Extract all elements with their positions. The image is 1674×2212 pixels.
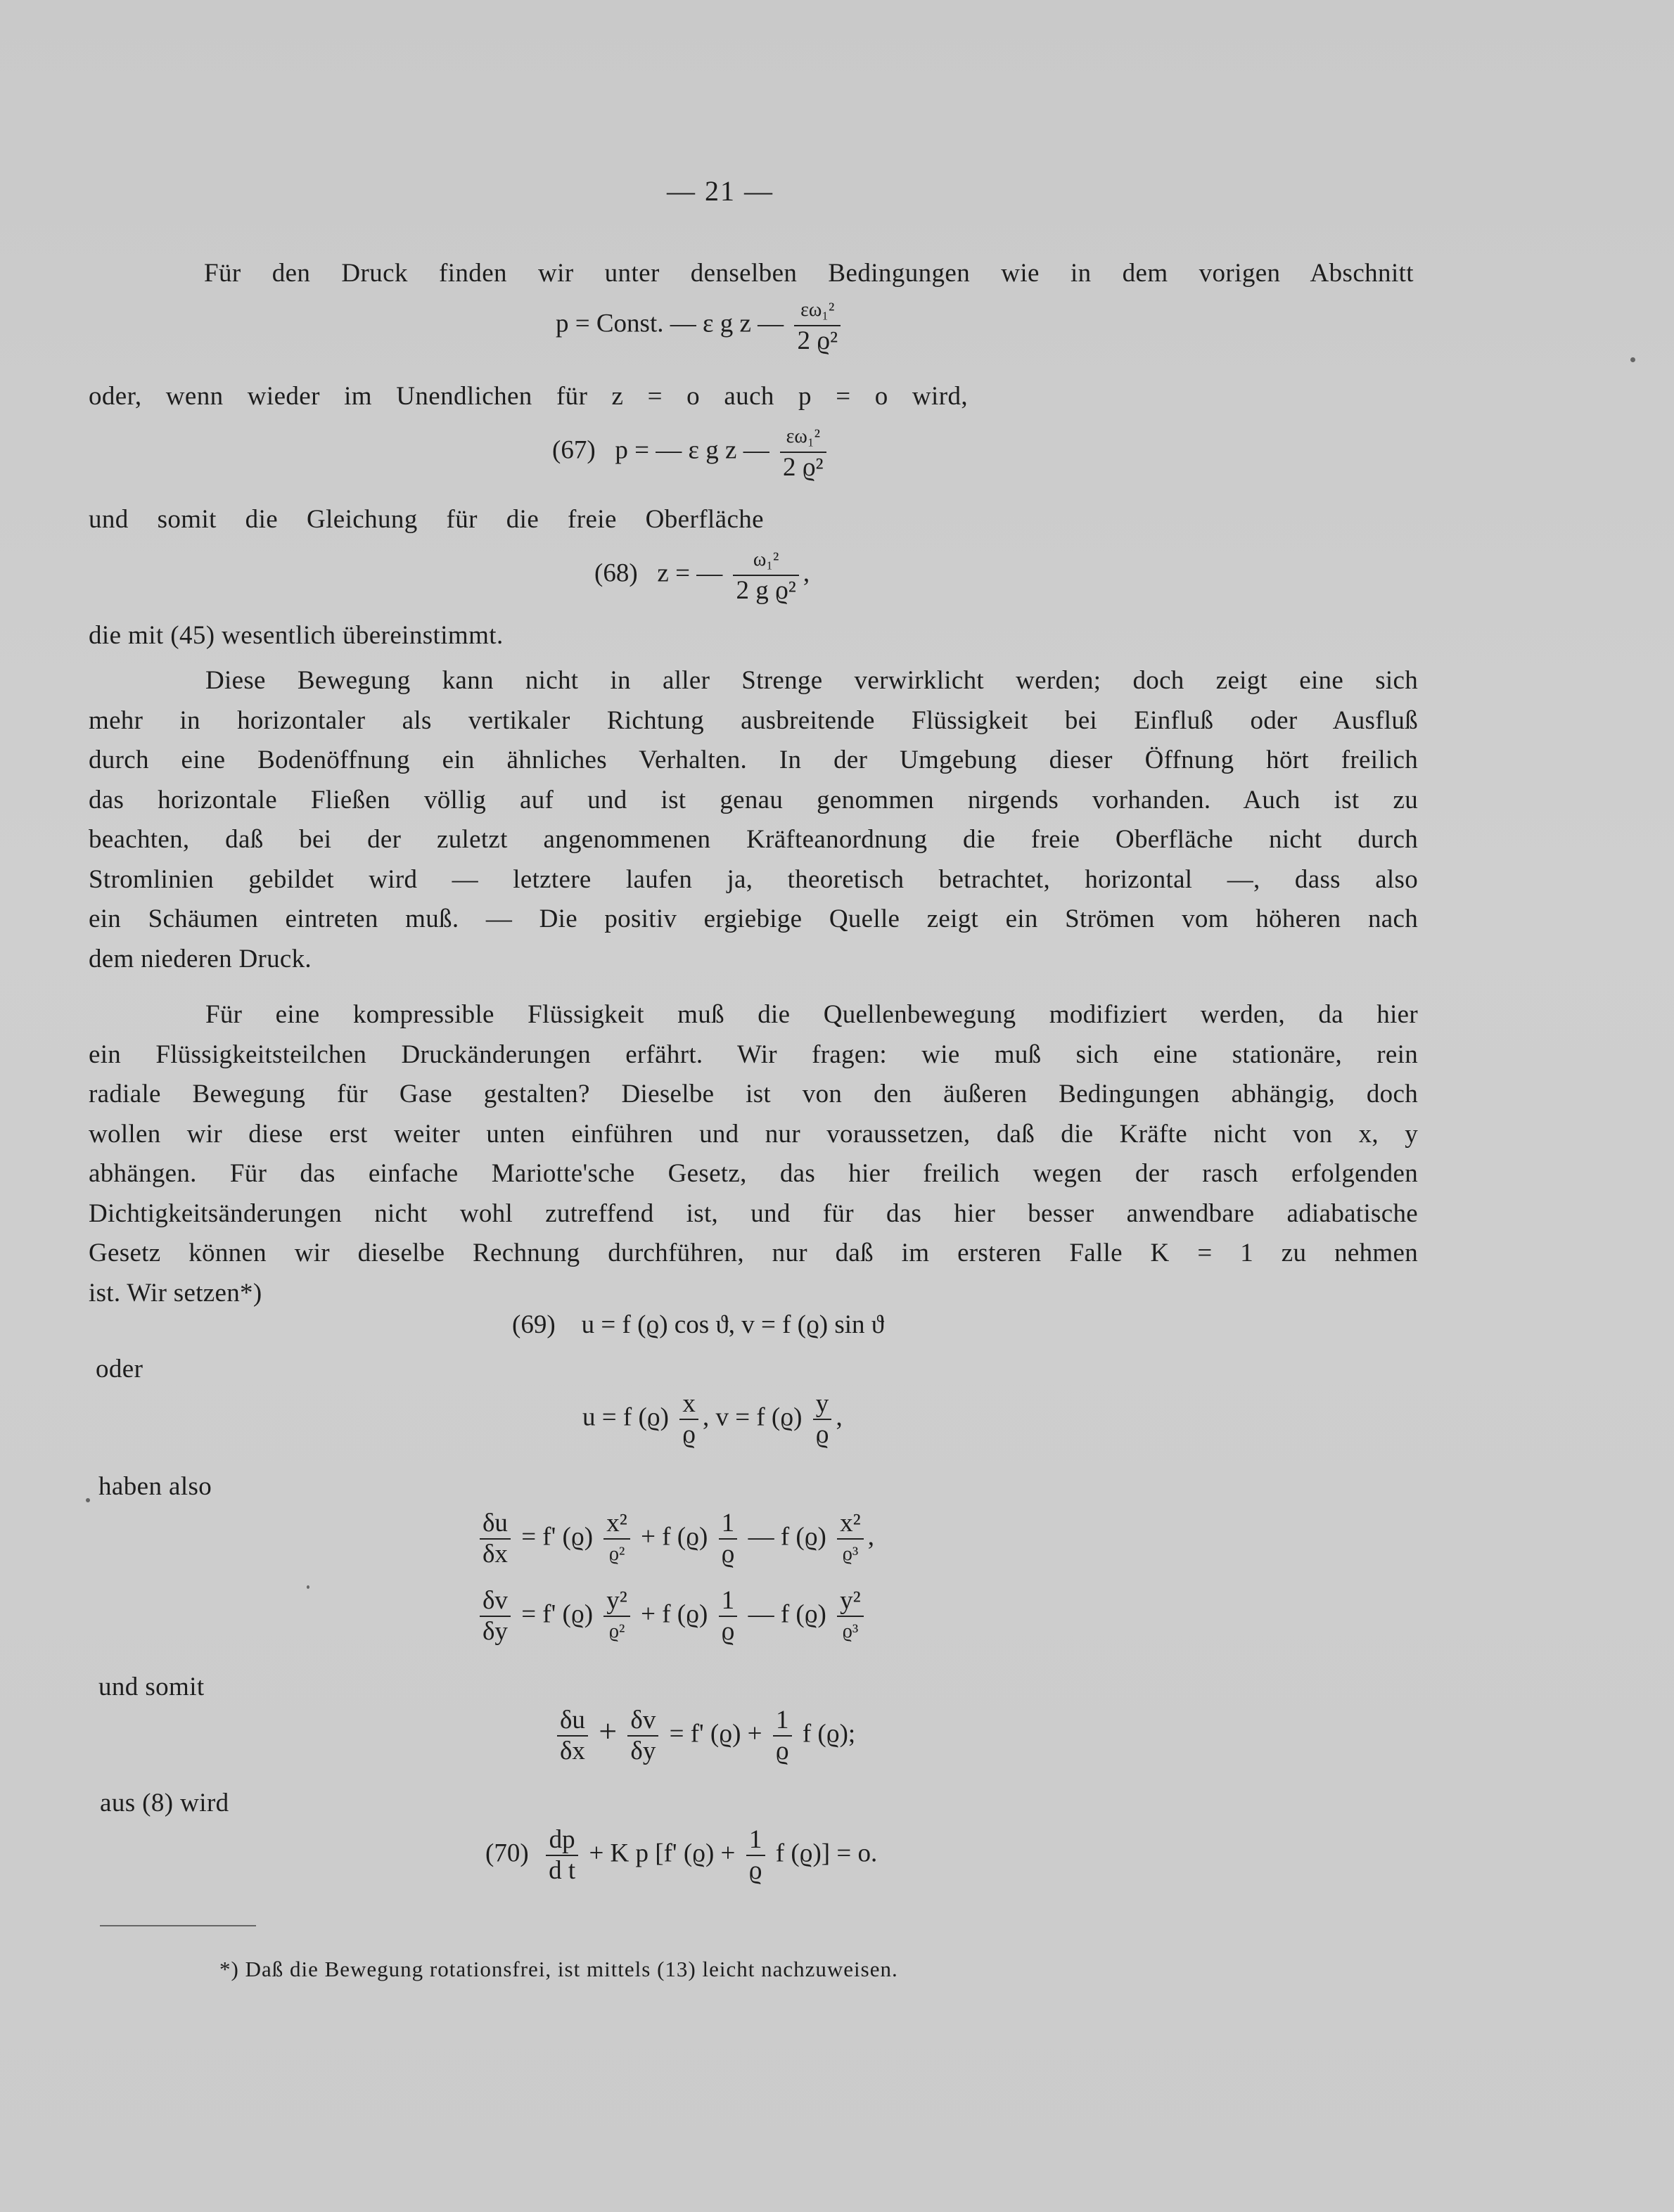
line-oder-wenn: oder, wenn wieder im Unendlichen für z = o auch p = o wird, [89, 382, 968, 411]
equation-du-dx [475, 1509, 874, 1569]
paragraph-1-line: das horizontale Fließen völlig auf und ist genau genommen nirgends vorhanden. Auch ist zu [89, 785, 1418, 814]
paragraph-2-line: Für eine kompressible Flüssigkeit muß die Quellenbewegung modifiziert werden, da hier [205, 1000, 1418, 1029]
eq70-mid: + K p [f' (ϱ) + [589, 1839, 736, 1868]
word-und-somit: und somit [98, 1673, 205, 1701]
paragraph-1-line: beachten, daß bei der zuletzt angenommenen Kräfteanordnung die freie Oberfläche nicht durch [89, 825, 1418, 854]
du-d1: ϱ² [608, 1543, 625, 1565]
dv-t1: = f' (ϱ) [521, 1599, 594, 1629]
line-gleichung: und somit die Gleichung für die freie Oberfläche [89, 505, 764, 534]
equation-70-label: (70) [485, 1839, 529, 1868]
equation-pressure-den: 2 ϱ² [797, 326, 838, 355]
equation-69-label: (69) [512, 1310, 556, 1339]
paragraph-2-line: Gesetz können wir dieselbe Rechnung durchführen, nur daß im ersteren Falle K = 1 zu nehmen [89, 1239, 1418, 1267]
du-den: δx [483, 1540, 508, 1568]
dv-den: δy [483, 1617, 508, 1646]
paragraph-1-line: ein Schäumen eintreten muß. — Die positiv ergiebige Quelle zeigt ein Strömen vom höheren nach [89, 904, 1418, 933]
dv-d1: ϱ² [608, 1620, 625, 1642]
du-d3: ϱ³ [842, 1543, 859, 1565]
equation-68 [594, 545, 810, 606]
sum-c-den: ϱ [775, 1737, 789, 1765]
equation-69-body: u = f (ϱ) cos ϑ, v = f (ϱ) sin ϑ [581, 1310, 885, 1339]
dv-t2: + f (ϱ) [641, 1599, 708, 1629]
page-number: — 21 — [667, 175, 774, 207]
sum-c-num: 1 [773, 1706, 792, 1737]
word-aus-8-wird: aus (8) wird [100, 1789, 229, 1817]
eq70-c-den: ϱ [748, 1856, 762, 1885]
paragraph-1-line: mehr in horizontaler als vertikaler Richtung ausbreitende Flüssigkeit bei Einfluß oder Ausfluß [89, 705, 1418, 735]
sum-a-den: δx [560, 1737, 585, 1765]
equation-69b-end: , [836, 1402, 843, 1432]
equation-67-den: 2 ϱ² [782, 453, 824, 482]
equation-68-lhs: z = — [657, 558, 723, 588]
paragraph-1-line: dem niederen Druck. [89, 944, 312, 973]
dv-d2: ϱ [721, 1617, 735, 1646]
equation-69b-x: x [682, 1389, 696, 1418]
equation-67-num: εω₁² [780, 422, 826, 453]
du-t2: + f (ϱ) [641, 1522, 708, 1552]
du-end: , [867, 1522, 874, 1552]
equation-69b-rho2: ϱ [813, 1419, 832, 1450]
word-haben-also: haben also [98, 1472, 212, 1501]
line-die-mit: die mit (45) wesentlich übereinstimmt. [89, 621, 504, 650]
eq70-a-num: dp [546, 1825, 578, 1856]
du-num: δu [480, 1509, 511, 1540]
paragraph-1-line: Stromlinien gebildet wird — letztere laufen ja, theoretisch betrachtet, horizontal —, dass also [89, 864, 1418, 894]
eq70-a-den: d t [549, 1856, 576, 1885]
eq70-c-num: 1 [746, 1825, 765, 1856]
sum-b-num: δv [627, 1706, 658, 1737]
scan-speck [1630, 357, 1635, 362]
sum-b-den: δy [630, 1737, 656, 1765]
paragraph-1 [89, 661, 1418, 979]
scan-speck [86, 1498, 90, 1502]
eq70-end: f (ϱ)] = o. [775, 1839, 878, 1868]
dv-num: δv [480, 1586, 511, 1617]
equation-69b-y: y [815, 1389, 829, 1418]
word-oder: oder [96, 1355, 143, 1383]
dv-n1: y² [603, 1586, 630, 1617]
equation-67-lhs: p = — ε g z — [615, 435, 769, 465]
dv-n2: 1 [719, 1586, 738, 1617]
du-n1: x² [603, 1509, 630, 1540]
footnote: *) Daß die Bewegung rotationsfrei, ist mittels (13) leicht nachzuweisen. [219, 1957, 898, 1981]
paragraph-2 [89, 995, 1418, 1313]
paragraph-1-line: Diese Bewegung kann nicht in aller Strenge verwirklicht werden; doch zeigt eine sich [205, 666, 1418, 695]
du-n3: x² [837, 1509, 864, 1540]
du-d2: ϱ [721, 1540, 735, 1568]
equation-69b-v: , v = f (ϱ) [702, 1402, 803, 1432]
paragraph-1-line: durch eine Bodenöffnung ein ähnliches Verhalten. In der Umgebung dieser Öffnung hört freilich [89, 746, 1418, 774]
equation-70 [485, 1825, 877, 1886]
equation-pressure-lhs: p = Const. — ε g z — [556, 309, 784, 338]
footnote-rule [100, 1925, 256, 1926]
sum-mid: = f' (ϱ) + [669, 1719, 762, 1748]
dv-d3: ϱ³ [842, 1620, 859, 1642]
equation-pressure [556, 295, 845, 356]
equation-67-label: (67) [552, 435, 596, 465]
scan-speck [307, 1585, 309, 1589]
equation-pressure-num: εω₁² [794, 295, 841, 326]
paragraph-2-line: wollen wir diese erst weiter unten einführen und nur voraussetzen, daß die Kräfte nicht von x, y [89, 1119, 1418, 1149]
du-t3: — f (ϱ) [748, 1522, 826, 1552]
equation-69b-u: u = f (ϱ) [582, 1402, 669, 1432]
equation-68-num: ω₁² [733, 545, 798, 576]
intro-line: Für den Druck finden wir unter denselben Bedingungen wie in dem vorigen Abschnitt [204, 259, 1414, 288]
equation-divergence [553, 1706, 855, 1766]
equation-69b [582, 1389, 843, 1450]
equation-68-tail: , [803, 558, 810, 588]
equation-68-label: (68) [594, 558, 638, 588]
paragraph-2-line: ist. Wir setzen*) [89, 1278, 262, 1308]
sum-end: f (ϱ); [802, 1719, 856, 1748]
dv-t3: — f (ϱ) [748, 1599, 826, 1629]
du-n2: 1 [719, 1509, 738, 1540]
paragraph-2-line: Dichtigkeitsänderungen nicht wohl zutreffend ist, und für das hier besser anwendbare adiabatische [89, 1198, 1418, 1228]
equation-dv-dy [475, 1586, 868, 1647]
equation-69 [512, 1310, 884, 1340]
sum-a-num: δu [557, 1706, 588, 1737]
paragraph-2-line: abhängen. Für das einfache Mariotte'sche Gesetz, das hier freilich wegen der rasch erfolgenden [89, 1159, 1418, 1188]
equation-67 [552, 422, 831, 482]
du-t1: = f' (ϱ) [521, 1522, 594, 1552]
equation-68-den: 2 g ϱ² [736, 576, 796, 605]
sum-plus: + [599, 1713, 618, 1749]
equation-69b-rho: ϱ [679, 1419, 698, 1450]
dv-n3: y² [837, 1586, 864, 1617]
paragraph-2-line: ein Flüssigkeitsteilchen Druckänderungen erfährt. Wir fragen: wie muß sich eine stationäre, rein [89, 1040, 1418, 1069]
paragraph-2-line: radiale Bewegung für Gase gestalten? Dieselbe ist von den äußeren Bedingungen abhängig, doch [89, 1080, 1418, 1108]
